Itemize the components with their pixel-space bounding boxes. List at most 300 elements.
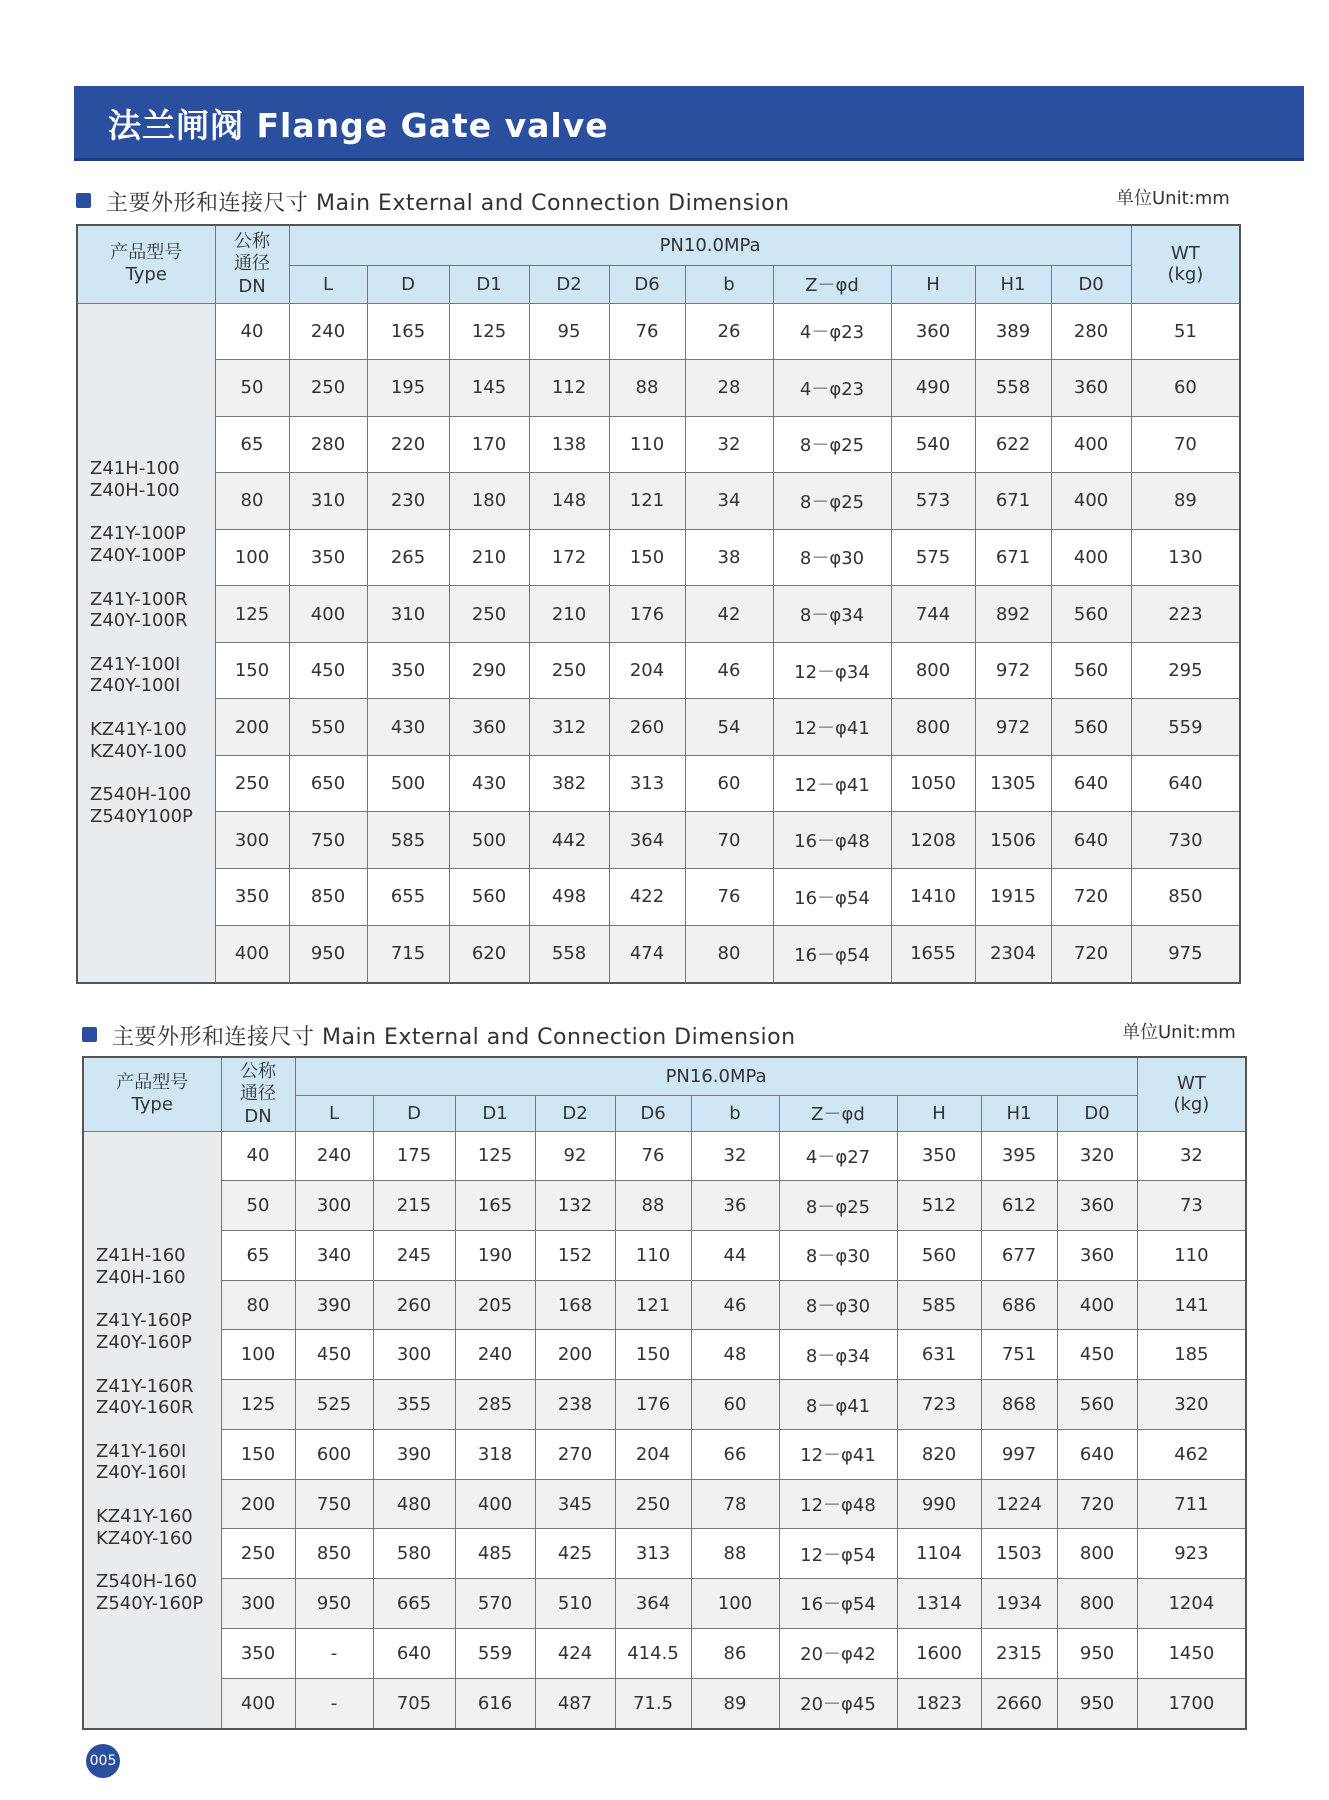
dimension-cell: 450 <box>295 1330 373 1380</box>
type-group <box>90 589 215 632</box>
type-group <box>96 1441 221 1484</box>
dimension-cell: 20－φ42 <box>779 1628 897 1678</box>
dimension-cell: 165 <box>455 1181 535 1231</box>
section-heading-1 <box>76 186 876 218</box>
dimension-cell: 150 <box>609 529 685 586</box>
dimension-cell: 1104 <box>897 1529 981 1579</box>
dimension-cell: 850 <box>289 868 367 925</box>
dimension-cell: 250 <box>449 586 529 643</box>
section-title: 主要外形和连接尺寸 Main External and Connection Dimension <box>106 191 790 216</box>
model-number: Z40Y-100R <box>90 610 188 632</box>
dimension-cell: 8－φ41 <box>779 1380 897 1430</box>
dimension-cell: 280 <box>1051 303 1131 360</box>
dimension-cell: 510 <box>535 1579 615 1629</box>
dimension-cell: 165 <box>367 303 449 360</box>
dimension-cell: 4－φ23 <box>773 303 891 360</box>
wt-header-label: WT <box>1170 243 1200 265</box>
dimension-cell: 270 <box>535 1429 615 1479</box>
dimension-cell: 820 <box>897 1429 981 1479</box>
col-header: D1 <box>449 265 529 303</box>
dn-cell: 300 <box>215 812 289 869</box>
table-row <box>83 1280 1246 1330</box>
dimension-cell: 400 <box>1051 416 1131 473</box>
dimension-cell: 400 <box>455 1479 535 1529</box>
model-number: Z40Y-160P <box>96 1331 192 1353</box>
type-group <box>96 1310 221 1353</box>
table-row <box>77 642 1240 699</box>
dimension-cell: 190 <box>455 1230 535 1280</box>
type-group <box>96 1245 221 1288</box>
dimension-cell: 310 <box>289 473 367 530</box>
dimension-cell: 422 <box>609 868 685 925</box>
col-header: H <box>891 265 975 303</box>
dimension-cell: 110 <box>609 416 685 473</box>
dimension-cell: 950 <box>295 1579 373 1629</box>
table-row <box>83 1181 1246 1231</box>
dimension-cell: - <box>295 1628 373 1678</box>
table-row <box>83 1230 1246 1280</box>
dimension-cell: 168 <box>535 1280 615 1330</box>
dimension-cell: 580 <box>373 1529 455 1579</box>
dimension-cell: 750 <box>289 812 367 869</box>
dimension-table-pn160 <box>82 1056 1247 1730</box>
dimension-cell: 88 <box>615 1181 691 1231</box>
col-header: D <box>373 1095 455 1131</box>
dimension-cell: 152 <box>535 1230 615 1280</box>
dimension-cell: 60 <box>691 1380 779 1430</box>
dimension-cell: 145 <box>449 360 529 417</box>
dimension-cell: 121 <box>615 1280 691 1330</box>
dimension-cell: 250 <box>615 1479 691 1529</box>
dimension-cell: 705 <box>373 1678 455 1729</box>
dimension-cell: 620 <box>449 925 529 983</box>
type-header-en: Type <box>125 264 167 286</box>
table-row <box>83 1330 1246 1380</box>
dimension-cell: 42 <box>685 586 773 643</box>
dimension-cell: 110 <box>615 1230 691 1280</box>
table-row <box>77 416 1240 473</box>
dimension-cell: 125 <box>449 303 529 360</box>
dimension-cell: 121 <box>609 473 685 530</box>
type-group <box>90 784 215 827</box>
dimension-cell: 48 <box>691 1330 779 1380</box>
page-number: 005 <box>86 1744 120 1778</box>
dimension-cell: 800 <box>1057 1529 1137 1579</box>
model-number: Z41H-100 <box>90 458 180 480</box>
weight-cell: 975 <box>1131 925 1240 983</box>
dn-cell: 100 <box>221 1330 295 1380</box>
dimension-cell: 88 <box>609 360 685 417</box>
pressure-header: PN16.0MPa <box>295 1057 1137 1095</box>
dimension-cell: 350 <box>367 642 449 699</box>
weight-cell: 60 <box>1131 360 1240 417</box>
table-row <box>77 755 1240 812</box>
model-number: Z540Y-160P <box>96 1592 204 1614</box>
dimension-cell: 4－φ27 <box>779 1131 897 1181</box>
dn-cell: 40 <box>215 303 289 360</box>
dimension-cell: 44 <box>691 1230 779 1280</box>
dimension-cell: 8－φ30 <box>779 1280 897 1330</box>
table-row <box>83 1579 1246 1629</box>
weight-cell: 185 <box>1137 1330 1246 1380</box>
dimension-cell: 1208 <box>891 812 975 869</box>
dimension-cell: 400 <box>1057 1280 1137 1330</box>
dimension-cell: 490 <box>891 360 975 417</box>
dimension-cell: 665 <box>373 1579 455 1629</box>
dimension-cell: 972 <box>975 642 1051 699</box>
dimension-cell: 70 <box>685 812 773 869</box>
dimension-cell: 1314 <box>897 1579 981 1629</box>
dimension-cell: 76 <box>615 1131 691 1181</box>
table-row <box>77 925 1240 983</box>
unit-label: 单位Unit:mm <box>1122 1022 1236 1043</box>
dimension-cell: 400 <box>1051 529 1131 586</box>
dimension-cell: 46 <box>691 1280 779 1330</box>
dn-cell: 350 <box>221 1628 295 1678</box>
dimension-cell: 390 <box>373 1429 455 1479</box>
dimension-cell: 210 <box>449 529 529 586</box>
dimension-cell: 8－φ34 <box>779 1330 897 1380</box>
col-header: D1 <box>455 1095 535 1131</box>
table-row <box>83 1628 1246 1678</box>
model-number: Z41Y-100I <box>90 653 181 675</box>
table-row <box>77 473 1240 530</box>
type-group <box>90 523 215 566</box>
dimension-cell: 8－φ25 <box>773 473 891 530</box>
dimension-cell: 180 <box>449 473 529 530</box>
table-row <box>77 868 1240 925</box>
dimension-cell: 54 <box>685 699 773 756</box>
model-number: Z40Y-100I <box>90 675 181 697</box>
dimension-cell: 868 <box>981 1380 1057 1430</box>
dimension-cell: 424 <box>535 1628 615 1678</box>
dimension-cell: - <box>295 1678 373 1729</box>
dimension-cell: 240 <box>295 1131 373 1181</box>
weight-cell: 1700 <box>1137 1678 1246 1729</box>
dimension-cell: 32 <box>691 1131 779 1181</box>
dimension-cell: 560 <box>449 868 529 925</box>
dimension-cell: 8－φ25 <box>779 1181 897 1231</box>
weight-cell: 51 <box>1131 303 1240 360</box>
dn-header-line2: 通径 <box>240 1083 276 1104</box>
type-group <box>90 719 215 762</box>
dimension-cell: 46 <box>685 642 773 699</box>
table-row <box>83 1380 1246 1430</box>
dn-cell: 200 <box>221 1479 295 1529</box>
dimension-cell: 350 <box>897 1131 981 1181</box>
dn-header <box>221 1057 295 1131</box>
section-heading-2 <box>82 1020 882 1052</box>
dimension-cell: 2660 <box>981 1678 1057 1729</box>
dimension-cell: 148 <box>529 473 609 530</box>
dimension-cell: 450 <box>289 642 367 699</box>
type-cell <box>83 1131 221 1729</box>
dimension-table-pn100 <box>76 224 1241 984</box>
dimension-cell: 78 <box>691 1479 779 1529</box>
dimension-cell: 487 <box>535 1678 615 1729</box>
dimension-cell: 71.5 <box>615 1678 691 1729</box>
dimension-cell: 997 <box>981 1429 1057 1479</box>
title-banner <box>74 86 1304 161</box>
dimension-cell: 92 <box>535 1131 615 1181</box>
weight-cell: 1204 <box>1137 1579 1246 1629</box>
dimension-cell: 176 <box>609 586 685 643</box>
dimension-cell: 230 <box>367 473 449 530</box>
dn-cell: 125 <box>221 1380 295 1430</box>
weight-cell: 141 <box>1137 1280 1246 1330</box>
model-number: Z41Y-160I <box>96 1440 187 1462</box>
weight-cell: 923 <box>1137 1529 1246 1579</box>
dimension-cell: 204 <box>609 642 685 699</box>
dimension-cell: 800 <box>891 699 975 756</box>
dimension-cell: 480 <box>373 1479 455 1529</box>
dimension-cell: 150 <box>615 1330 691 1380</box>
dimension-cell: 1224 <box>981 1479 1057 1529</box>
col-header: D <box>367 265 449 303</box>
dn-header-line1: 公称 <box>240 1060 276 1082</box>
dimension-cell: 622 <box>975 416 1051 473</box>
dimension-cell: 655 <box>367 868 449 925</box>
dimension-cell: 318 <box>455 1429 535 1479</box>
type-header <box>77 225 215 303</box>
dimension-cell: 390 <box>295 1280 373 1330</box>
dimension-cell: 8－φ30 <box>773 529 891 586</box>
wt-header <box>1131 225 1240 303</box>
dimension-cell: 220 <box>367 416 449 473</box>
dimension-cell: 12－φ34 <box>773 642 891 699</box>
dn-cell: 80 <box>221 1280 295 1330</box>
dimension-cell: 558 <box>529 925 609 983</box>
dn-cell: 150 <box>221 1429 295 1479</box>
model-number: Z40Y-160I <box>96 1462 187 1484</box>
col-header: D2 <box>535 1095 615 1131</box>
dimension-cell: 723 <box>897 1380 981 1430</box>
dimension-cell: 500 <box>367 755 449 812</box>
dn-cell: 50 <box>215 360 289 417</box>
dimension-cell: 340 <box>295 1230 373 1280</box>
weight-cell: 32 <box>1137 1131 1246 1181</box>
dimension-cell: 540 <box>891 416 975 473</box>
dimension-cell: 2315 <box>981 1628 1057 1678</box>
dimension-cell: 950 <box>1057 1628 1137 1678</box>
dimension-cell: 751 <box>981 1330 1057 1380</box>
dimension-cell: 312 <box>529 699 609 756</box>
weight-cell: 711 <box>1137 1479 1246 1529</box>
dimension-cell: 430 <box>449 755 529 812</box>
dimension-cell: 285 <box>455 1380 535 1430</box>
col-header: b <box>691 1095 779 1131</box>
col-header: L <box>289 265 367 303</box>
dimension-cell: 1655 <box>891 925 975 983</box>
table-row <box>77 812 1240 869</box>
dimension-cell: 300 <box>373 1330 455 1380</box>
dimension-cell: 990 <box>897 1479 981 1529</box>
type-header-cn: 产品型号 <box>116 1071 189 1093</box>
dimension-cell: 1823 <box>897 1678 981 1729</box>
dn-cell: 150 <box>215 642 289 699</box>
page-title: 法兰闸阀 Flange Gate valve <box>108 106 609 145</box>
dn-cell: 400 <box>221 1678 295 1729</box>
dimension-cell: 238 <box>535 1380 615 1430</box>
dimension-cell: 1305 <box>975 755 1051 812</box>
dimension-cell: 640 <box>1051 812 1131 869</box>
dimension-cell: 66 <box>691 1429 779 1479</box>
type-group <box>96 1376 221 1419</box>
dimension-cell: 16－φ48 <box>773 812 891 869</box>
dimension-cell: 395 <box>981 1131 1057 1181</box>
dn-header-line1: 公称 <box>234 230 270 252</box>
table-row <box>77 586 1240 643</box>
dimension-cell: 89 <box>691 1678 779 1729</box>
dimension-cell: 12－φ41 <box>779 1429 897 1479</box>
dimension-cell: 280 <box>289 416 367 473</box>
dn-header-line3: DN <box>244 1105 272 1127</box>
dimension-cell: 250 <box>289 360 367 417</box>
dimension-cell: 20－φ45 <box>779 1678 897 1729</box>
dimension-cell: 132 <box>535 1181 615 1231</box>
dimension-cell: 1915 <box>975 868 1051 925</box>
dimension-cell: 86 <box>691 1628 779 1678</box>
dimension-cell: 425 <box>535 1529 615 1579</box>
dimension-cell: 16－φ54 <box>773 925 891 983</box>
table-row <box>83 1131 1246 1181</box>
dimension-cell: 744 <box>891 586 975 643</box>
dimension-cell: 204 <box>615 1429 691 1479</box>
wt-header-unit: (kg) <box>1167 264 1204 286</box>
table-row <box>83 1429 1246 1479</box>
dimension-cell: 650 <box>289 755 367 812</box>
weight-cell: 73 <box>1137 1181 1246 1231</box>
dimension-cell: 715 <box>367 925 449 983</box>
dimension-cell: 240 <box>455 1330 535 1380</box>
wt-header-label: WT <box>1176 1073 1206 1095</box>
type-header <box>83 1057 221 1131</box>
dimension-cell: 560 <box>897 1230 981 1280</box>
dimension-cell: 205 <box>455 1280 535 1330</box>
dimension-cell: 260 <box>609 699 685 756</box>
dimension-cell: 500 <box>449 812 529 869</box>
dimension-cell: 1600 <box>897 1628 981 1678</box>
dimension-cell: 560 <box>1057 1380 1137 1430</box>
weight-cell: 640 <box>1131 755 1240 812</box>
dimension-cell: 8－φ34 <box>773 586 891 643</box>
dimension-cell: 720 <box>1051 925 1131 983</box>
dn-header-line2: 通径 <box>234 253 270 274</box>
wt-header <box>1137 1057 1246 1131</box>
type-group <box>96 1571 221 1614</box>
dimension-cell: 76 <box>609 303 685 360</box>
dimension-cell: 2304 <box>975 925 1051 983</box>
dn-header <box>215 225 289 303</box>
model-number: Z40H-160 <box>96 1266 186 1288</box>
dimension-cell: 36 <box>691 1181 779 1231</box>
col-header: D2 <box>529 265 609 303</box>
dimension-cell: 450 <box>1057 1330 1137 1380</box>
dimension-cell: 345 <box>535 1479 615 1529</box>
dimension-cell: 8－φ30 <box>779 1230 897 1280</box>
dimension-cell: 414.5 <box>615 1628 691 1678</box>
dimension-cell: 176 <box>615 1380 691 1430</box>
col-header: D6 <box>609 265 685 303</box>
dimension-cell: 631 <box>897 1330 981 1380</box>
dimension-cell: 612 <box>981 1181 1057 1231</box>
dimension-cell: 250 <box>529 642 609 699</box>
dn-cell: 80 <box>215 473 289 530</box>
dimension-cell: 12－φ54 <box>779 1529 897 1579</box>
dimension-cell: 320 <box>1057 1131 1137 1181</box>
dimension-cell: 313 <box>615 1529 691 1579</box>
model-number: Z41Y-160P <box>96 1310 192 1332</box>
dimension-cell: 389 <box>975 303 1051 360</box>
dimension-cell: 950 <box>1057 1678 1137 1729</box>
dimension-cell: 364 <box>609 812 685 869</box>
dimension-cell: 60 <box>685 755 773 812</box>
col-header: H1 <box>981 1095 1057 1131</box>
col-header: L <box>295 1095 373 1131</box>
dimension-cell: 360 <box>1057 1181 1137 1231</box>
dimension-cell: 1934 <box>981 1579 1057 1629</box>
model-number: Z540H-160 <box>96 1571 198 1593</box>
weight-cell: 320 <box>1137 1380 1246 1430</box>
dimension-cell: 972 <box>975 699 1051 756</box>
dimension-cell: 8－φ25 <box>773 416 891 473</box>
col-header: Z－φd <box>773 265 891 303</box>
section-title: 主要外形和连接尺寸 Main External and Connection Dimension <box>112 1025 796 1050</box>
type-header-cn: 产品型号 <box>110 241 183 263</box>
dimension-cell: 585 <box>367 812 449 869</box>
model-number: Z40Y-100P <box>90 544 186 566</box>
type-group <box>96 1506 221 1549</box>
dimension-cell: 125 <box>455 1131 535 1181</box>
table-row <box>83 1479 1246 1529</box>
dimension-cell: 575 <box>891 529 975 586</box>
table-row <box>77 360 1240 417</box>
dimension-cell: 800 <box>891 642 975 699</box>
dimension-cell: 512 <box>897 1181 981 1231</box>
dimension-cell: 800 <box>1057 1579 1137 1629</box>
dimension-cell: 485 <box>455 1529 535 1579</box>
dimension-cell: 12－φ41 <box>773 699 891 756</box>
dn-header-line3: DN <box>238 275 266 297</box>
type-header-en: Type <box>131 1094 173 1116</box>
dimension-cell: 560 <box>1051 699 1131 756</box>
dimension-cell: 560 <box>1051 642 1131 699</box>
dimension-cell: 350 <box>289 529 367 586</box>
dimension-cell: 671 <box>975 529 1051 586</box>
dn-cell: 65 <box>215 416 289 473</box>
weight-cell: 223 <box>1131 586 1240 643</box>
col-header: D0 <box>1057 1095 1137 1131</box>
square-bullet-icon <box>82 1027 97 1042</box>
dimension-cell: 720 <box>1051 868 1131 925</box>
dimension-cell: 112 <box>529 360 609 417</box>
dn-cell: 400 <box>215 925 289 983</box>
type-cell <box>77 303 215 983</box>
weight-cell: 130 <box>1131 529 1240 586</box>
dn-cell: 200 <box>215 699 289 756</box>
dimension-cell: 616 <box>455 1678 535 1729</box>
dimension-cell: 360 <box>891 303 975 360</box>
dimension-cell: 28 <box>685 360 773 417</box>
dimension-cell: 550 <box>289 699 367 756</box>
wt-header-unit: (kg) <box>1173 1094 1210 1116</box>
dimension-cell: 16－φ54 <box>779 1579 897 1629</box>
dimension-cell: 170 <box>449 416 529 473</box>
type-group <box>90 654 215 697</box>
dimension-cell: 260 <box>373 1280 455 1330</box>
table-row <box>77 699 1240 756</box>
dimension-cell: 240 <box>289 303 367 360</box>
